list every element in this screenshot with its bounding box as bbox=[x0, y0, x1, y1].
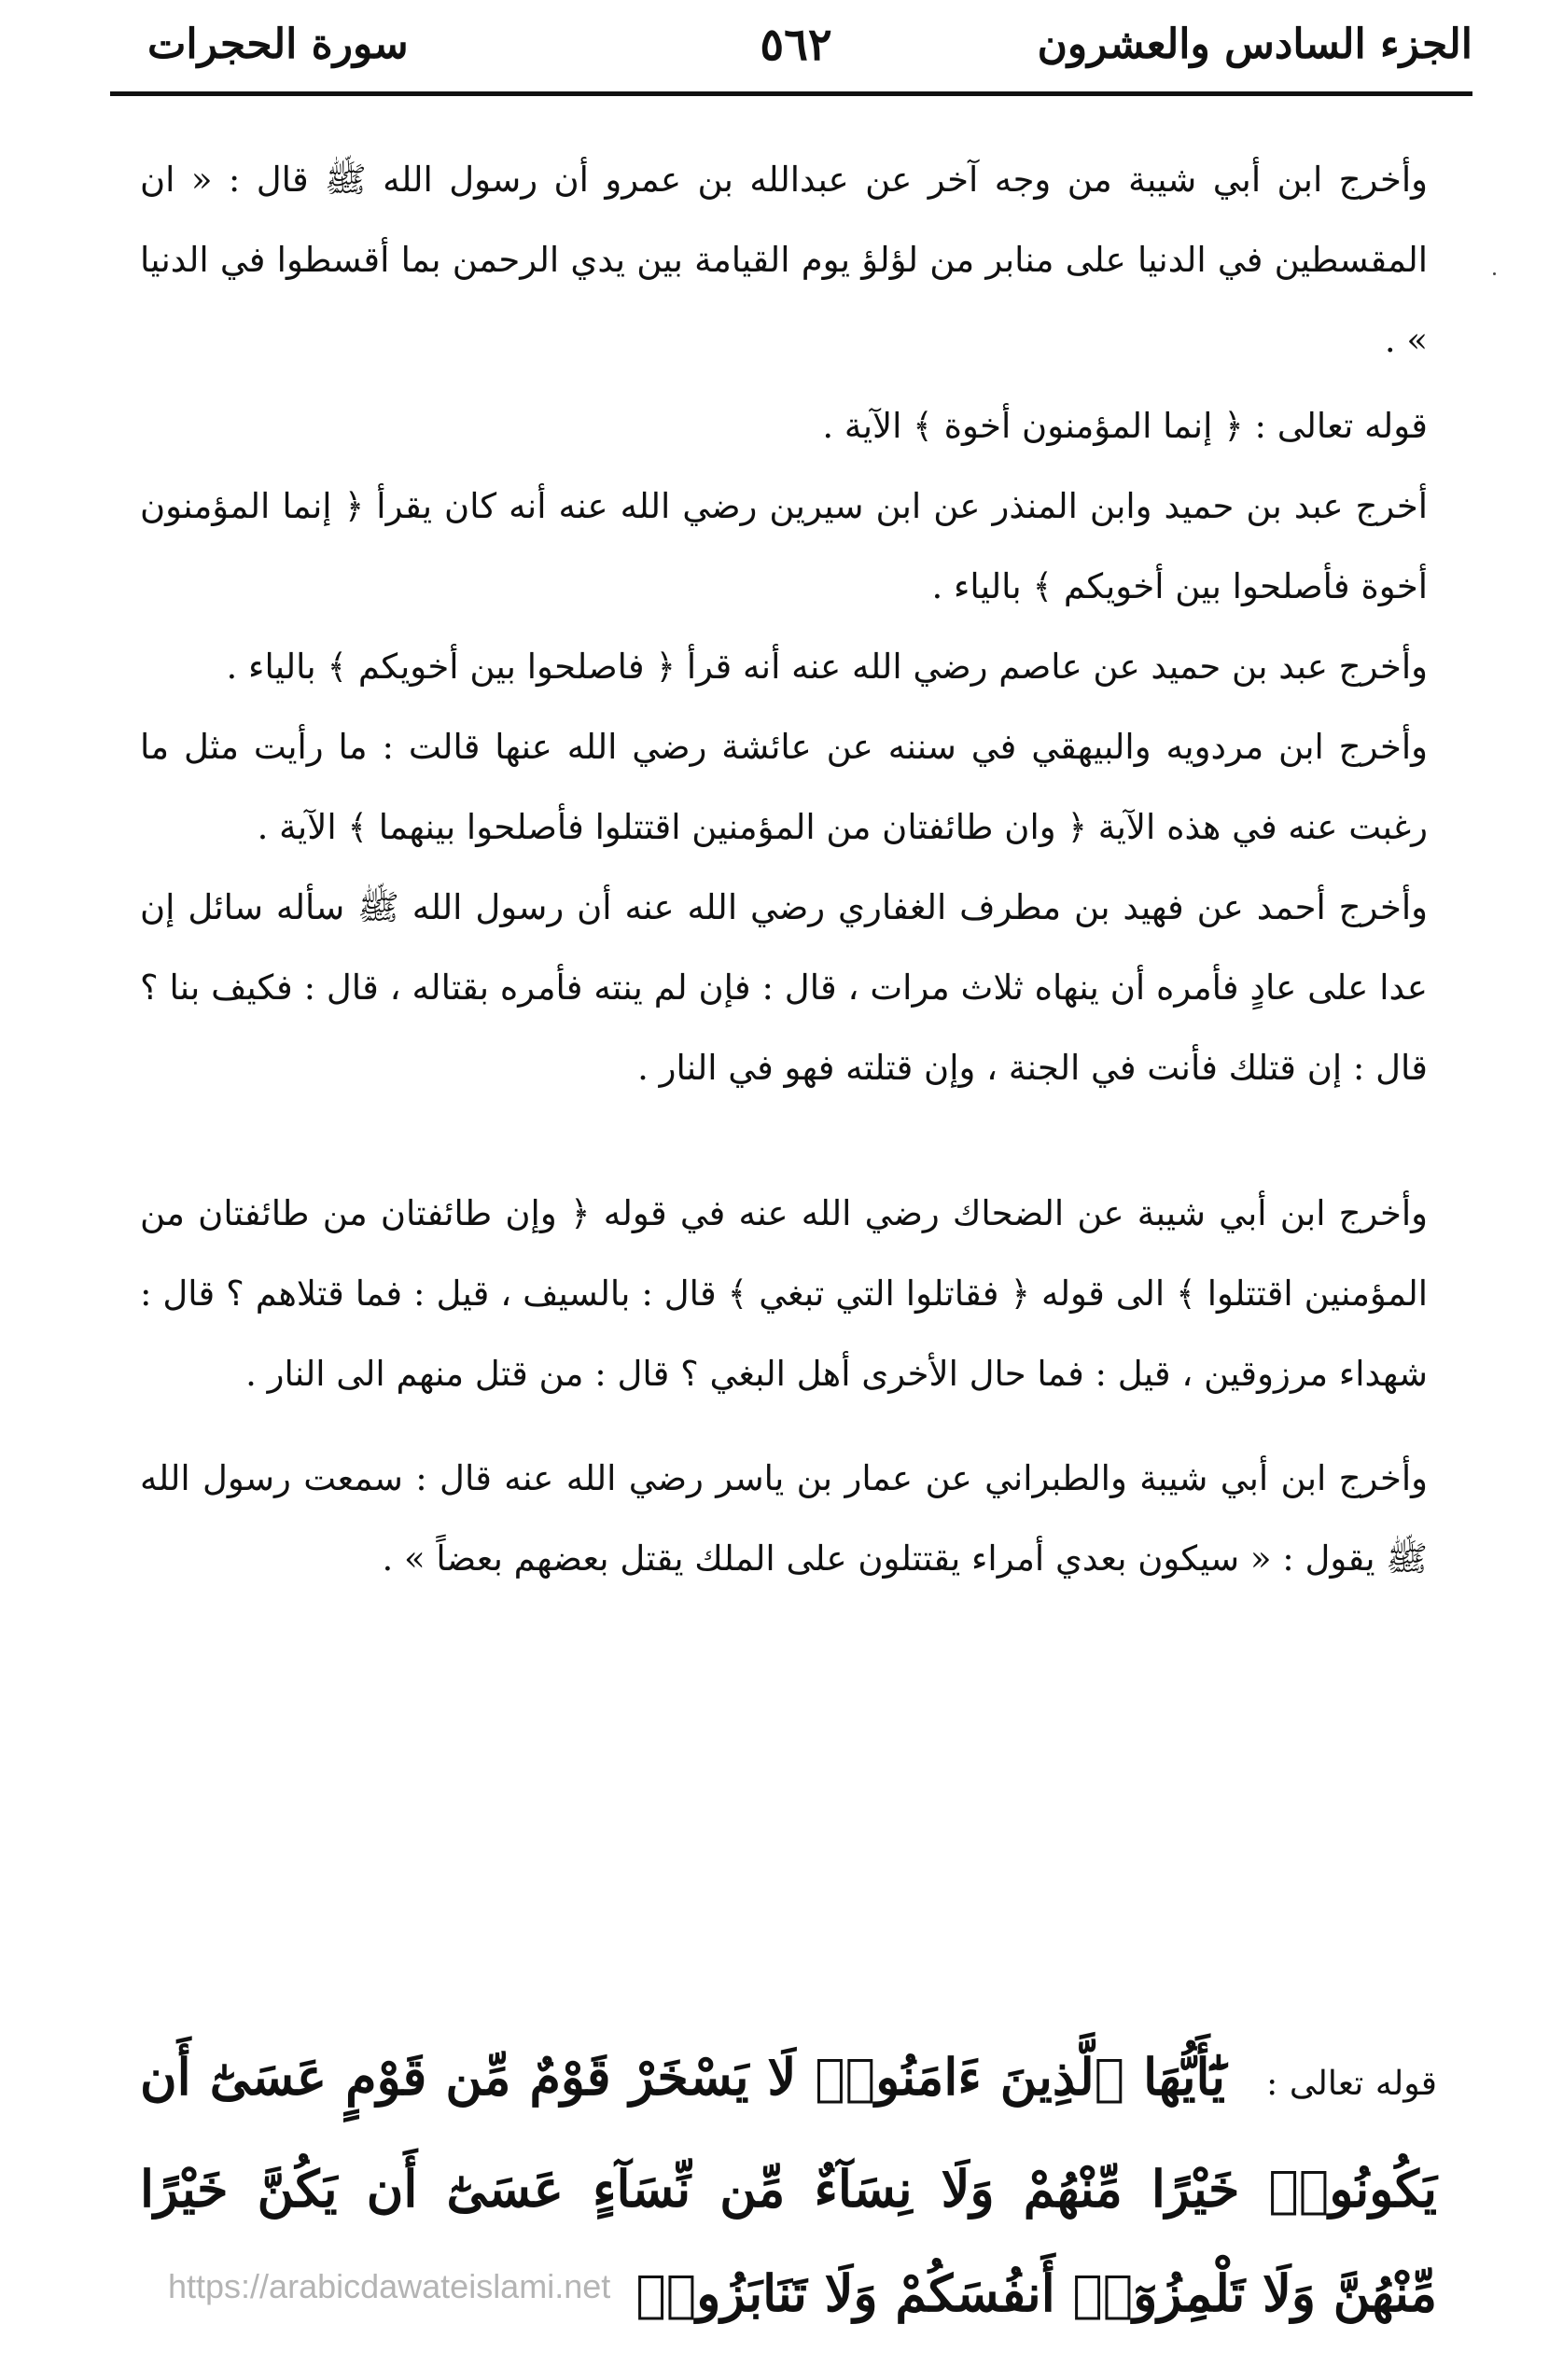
paragraph-6: وأخرج أحمد عن فهيد بن مطرف الغفاري رضي الله عنه أن رسول الله ﷺ سأله سائل إن عدا على عادٍ فأمره أن ينهاه ثلاث مرات ، قال : فإن لم ينته فأمره بقتاله ، قال : فكيف بنا ؟ قال : إن قتلك فأنت في الجنة ، وإن قتلته فهو في النار . bbox=[140, 887, 1428, 1088]
paragraph-5: وأخرج ابن مردويه والبيهقي في سننه عن عائشة رضي الله عنها قالت : ما رأيت مثل ما رغبت عنه في هذه الآية ﴿ وان طائفتان من المؤمنين اقتتلوا فأصلحوا بينهما ﴾ الآية . bbox=[140, 727, 1428, 847]
main-text bbox=[140, 140, 1428, 1599]
header-rule bbox=[110, 91, 1472, 96]
part-title: الجزء السادس والعشرون bbox=[1037, 21, 1472, 68]
paragraph-3: أخرج عبد بن حميد وابن المنذر عن ابن سيرين رضي الله عنه أنه كان يقرأ ﴿ إنما المؤمنون أخوة فأصلحوا بين أخويكم ﴾ بالياء . bbox=[140, 486, 1428, 606]
page-number: ٥٦٢ bbox=[760, 19, 832, 71]
paragraph-1: وأخرج ابن أبي شيبة من وجه آخر عن عبدالله بن عمرو أن رسول الله ﷺ قال : « ان المقسطين في الدنيا على منابر من لؤلؤ يوم القيامة بين يدي الرحمن بما أقسطوا في الدنيا » . bbox=[140, 160, 1428, 360]
surah-title: سورة الحجرات bbox=[147, 21, 409, 68]
paragraph-8: وأخرج ابن أبي شيبة والطبراني عن عمار بن ياسر رضي الله عنه قال : سمعت رسول الله ﷺ يقول : « سيكون بعدي أمراء يقتتلون على الملك يقتل بعضهم بعضاً » . bbox=[140, 1458, 1428, 1579]
verse-intro: قوله تعالى : bbox=[1266, 2065, 1438, 2103]
paragraph-7: وأخرج ابن أبي شيبة عن الضحاك رضي الله عنه في قوله ﴿ وإن طائفتان من طائفتان من المؤمنين اقتتلوا ﴾ الى قوله ﴿ فقاتلوا التي تبغي ﴾ قال : بالسيف ، قيل : فما قتلاهم ؟ قال : شهداء مرزوقين ، قيل : فما حال الأخرى أهل البغي ؟ قال : من قتل منهم الى النار . bbox=[140, 1193, 1428, 1394]
page-header bbox=[110, 13, 1482, 88]
paragraph-4: وأخرج عبد بن حميد عن عاصم رضي الله عنه أنه قرأ ﴿ فاصلحوا بين أخويكم ﴾ بالياء . bbox=[226, 647, 1428, 687]
quran-verse: يَٰٓأَيُّهَا ٱلَّذِينَ ءَامَنُوا۟ لَا يَسْخَرْ قَوْمٌ مِّن قَوْمٍ عَسَىٰٓ أَن يَكُونُوا۟ خَيْرًا مِّنْهُمْ وَلَا نِسَآءٌ مِّن نِّسَآءٍ عَسَىٰٓ أَن يَكُنَّ خَيْرًا مِّنْهُنَّ وَلَا تَلْمِزُوٓا۟ أَنفُسَكُمْ وَلَا تَنَابَزُوا۟ bbox=[140, 2047, 1437, 2323]
margin-speck bbox=[1493, 272, 1496, 275]
paragraph-2: قوله تعالى : ﴿ إنما المؤمنون أخوة ﴾ الآية . bbox=[822, 406, 1428, 446]
watermark-url: https://arabicdawateislami.net bbox=[168, 2267, 611, 2305]
